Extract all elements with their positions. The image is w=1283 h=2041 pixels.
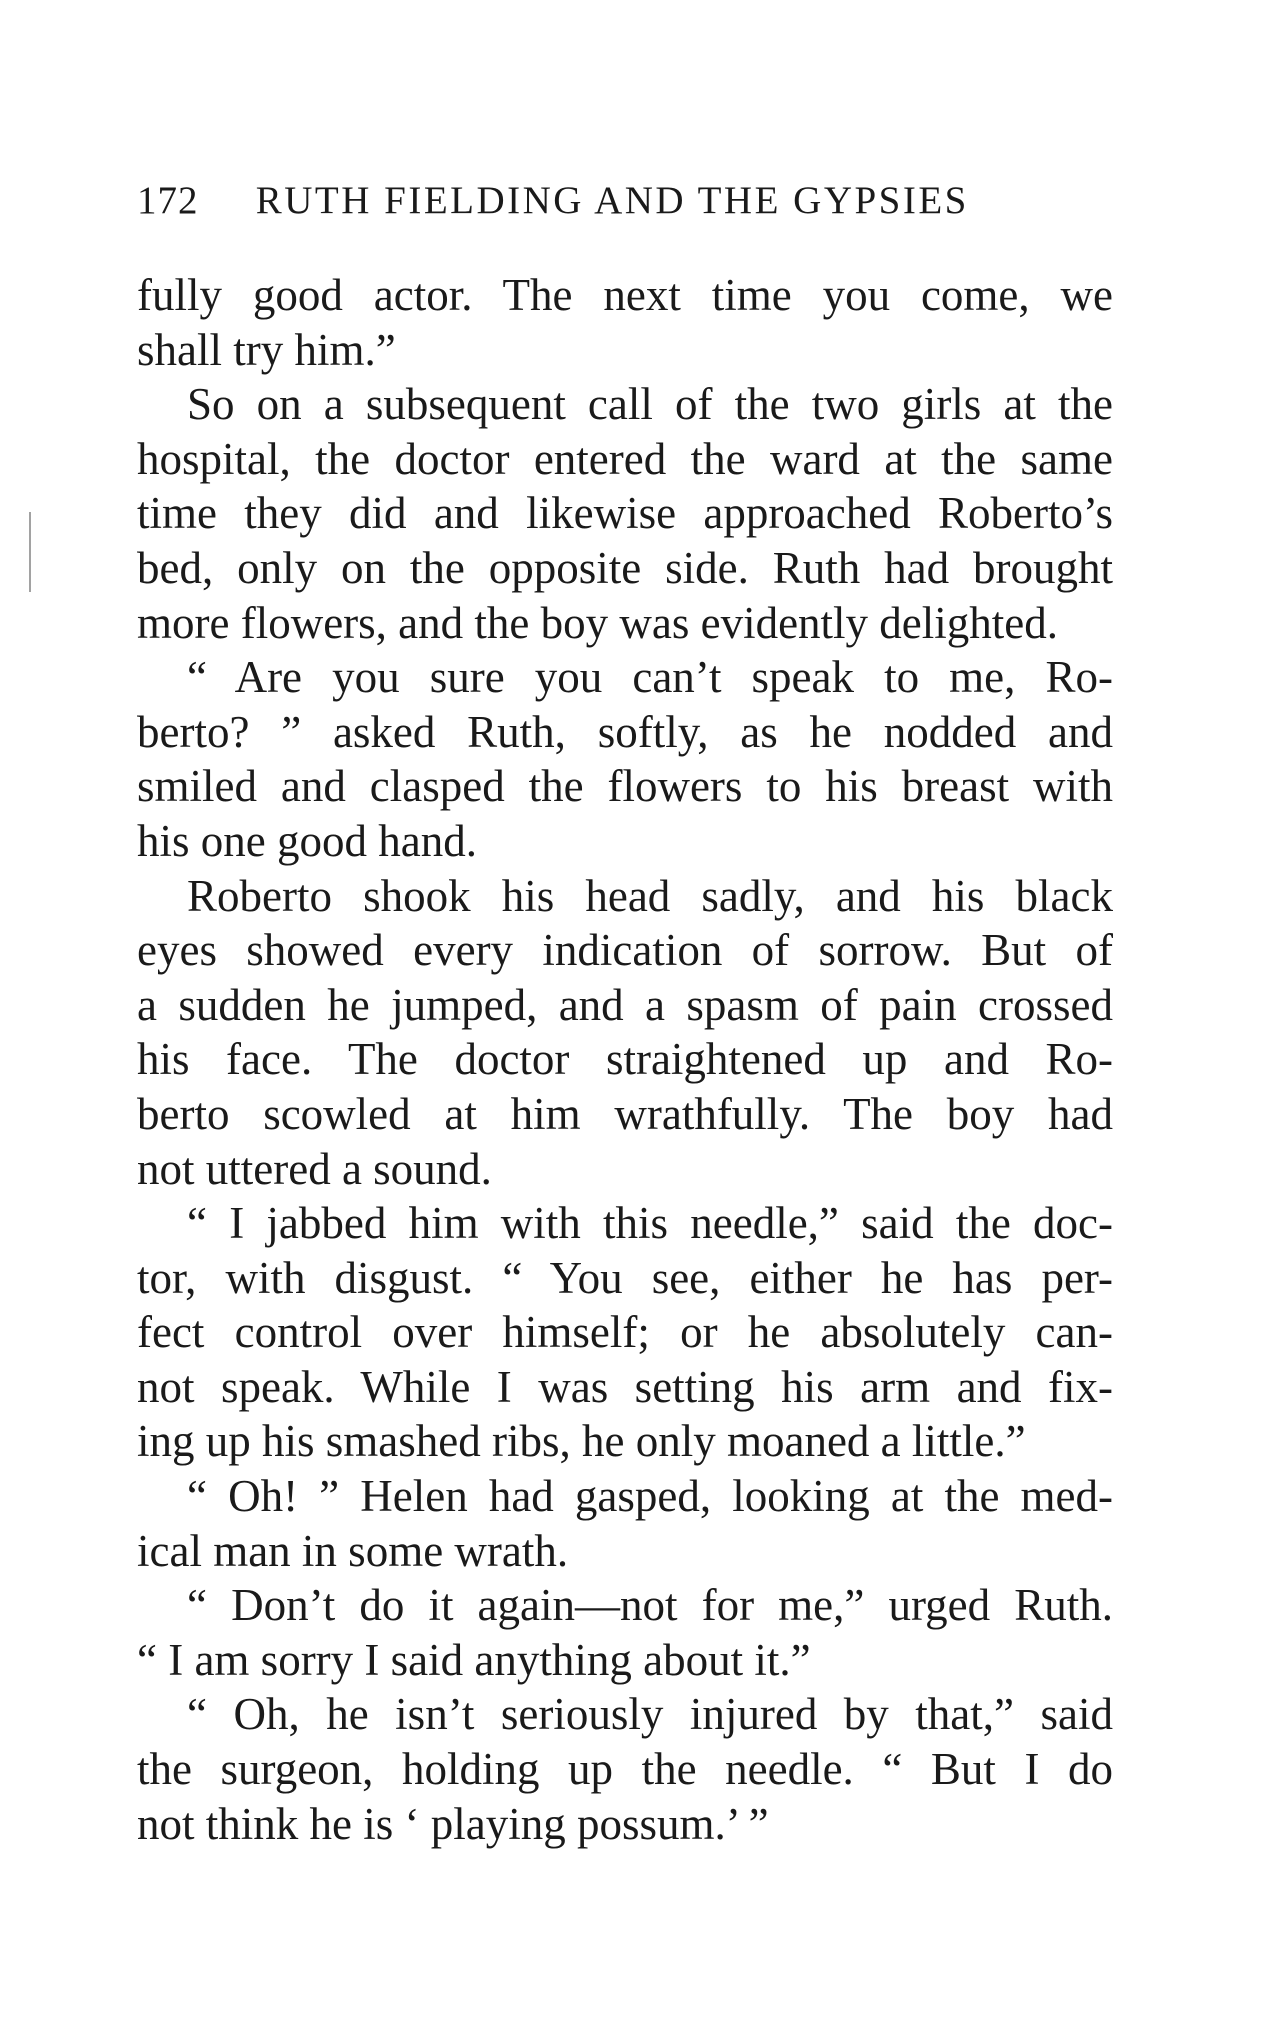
running-title: RUTH FIELDING AND THE GYPSIES — [255, 179, 969, 222]
body-text — [137, 268, 1113, 1851]
text-line: “ Oh, he isn’t seriously injured by that,” said — [187, 1689, 1113, 1740]
running-head — [137, 178, 1137, 238]
text-line: ical man in some wrath. — [137, 1525, 569, 1576]
text-line: time they did and likewise approached Roberto’s — [137, 488, 1113, 539]
text-line: Roberto shook his head sadly, and his black — [187, 870, 1113, 921]
text-line: shall try him.” — [137, 324, 396, 375]
text-line: ing up his smashed ribs, he only moaned a little.” — [137, 1416, 1026, 1467]
text-line: not think he is ‘ playing possum.’ ” — [137, 1798, 769, 1849]
text-line: his one good hand. — [137, 815, 477, 866]
text-line: berto? ” asked Ruth, softly, as he nodded and — [137, 706, 1113, 757]
text-line: “ I am sorry I said anything about it.” — [137, 1634, 811, 1685]
text-line: his face. The doctor straightened up and Ro- — [137, 1034, 1113, 1085]
text-line: not uttered a sound. — [137, 1143, 492, 1194]
text-line: the surgeon, holding up the needle. “ But I do — [137, 1744, 1113, 1795]
text-line: not speak. While I was setting his arm and fix- — [137, 1361, 1113, 1412]
text-line: tor, with disgust. “ You see, either he has per- — [137, 1252, 1113, 1303]
text-line: more flowers, and the boy was evidently delighted. — [137, 597, 1059, 648]
text-line: hospital, the doctor entered the ward at the same — [137, 433, 1113, 484]
text-line: So on a subsequent call of the two girls at the — [187, 379, 1113, 430]
text-line: fully good actor. The next time you come, we — [137, 270, 1113, 320]
text-line: eyes showed every indication of sorrow. But of — [137, 925, 1113, 976]
margin-mark — [29, 512, 31, 592]
page-number: 172 — [137, 179, 199, 222]
text-line: fect control over himself; or he absolutely can- — [137, 1307, 1113, 1358]
text-line: bed, only on the opposite side. Ruth had brought — [137, 542, 1113, 593]
text-line: “ I jabbed him with this needle,” said the doc- — [187, 1198, 1113, 1249]
text-line: a sudden he jumped, and a spasm of pain crossed — [137, 979, 1113, 1030]
text-line: “ Oh! ” Helen had gasped, looking at the med- — [187, 1471, 1113, 1522]
text-line: berto scowled at him wrathfully. The boy had — [137, 1088, 1113, 1139]
text-line: “ Are you sure you can’t speak to me, Ro- — [187, 652, 1113, 703]
text-line: “ Don’t do it again—not for me,” urged Ruth. — [187, 1580, 1113, 1631]
text-line: smiled and clasped the flowers to his breast with — [137, 761, 1113, 812]
